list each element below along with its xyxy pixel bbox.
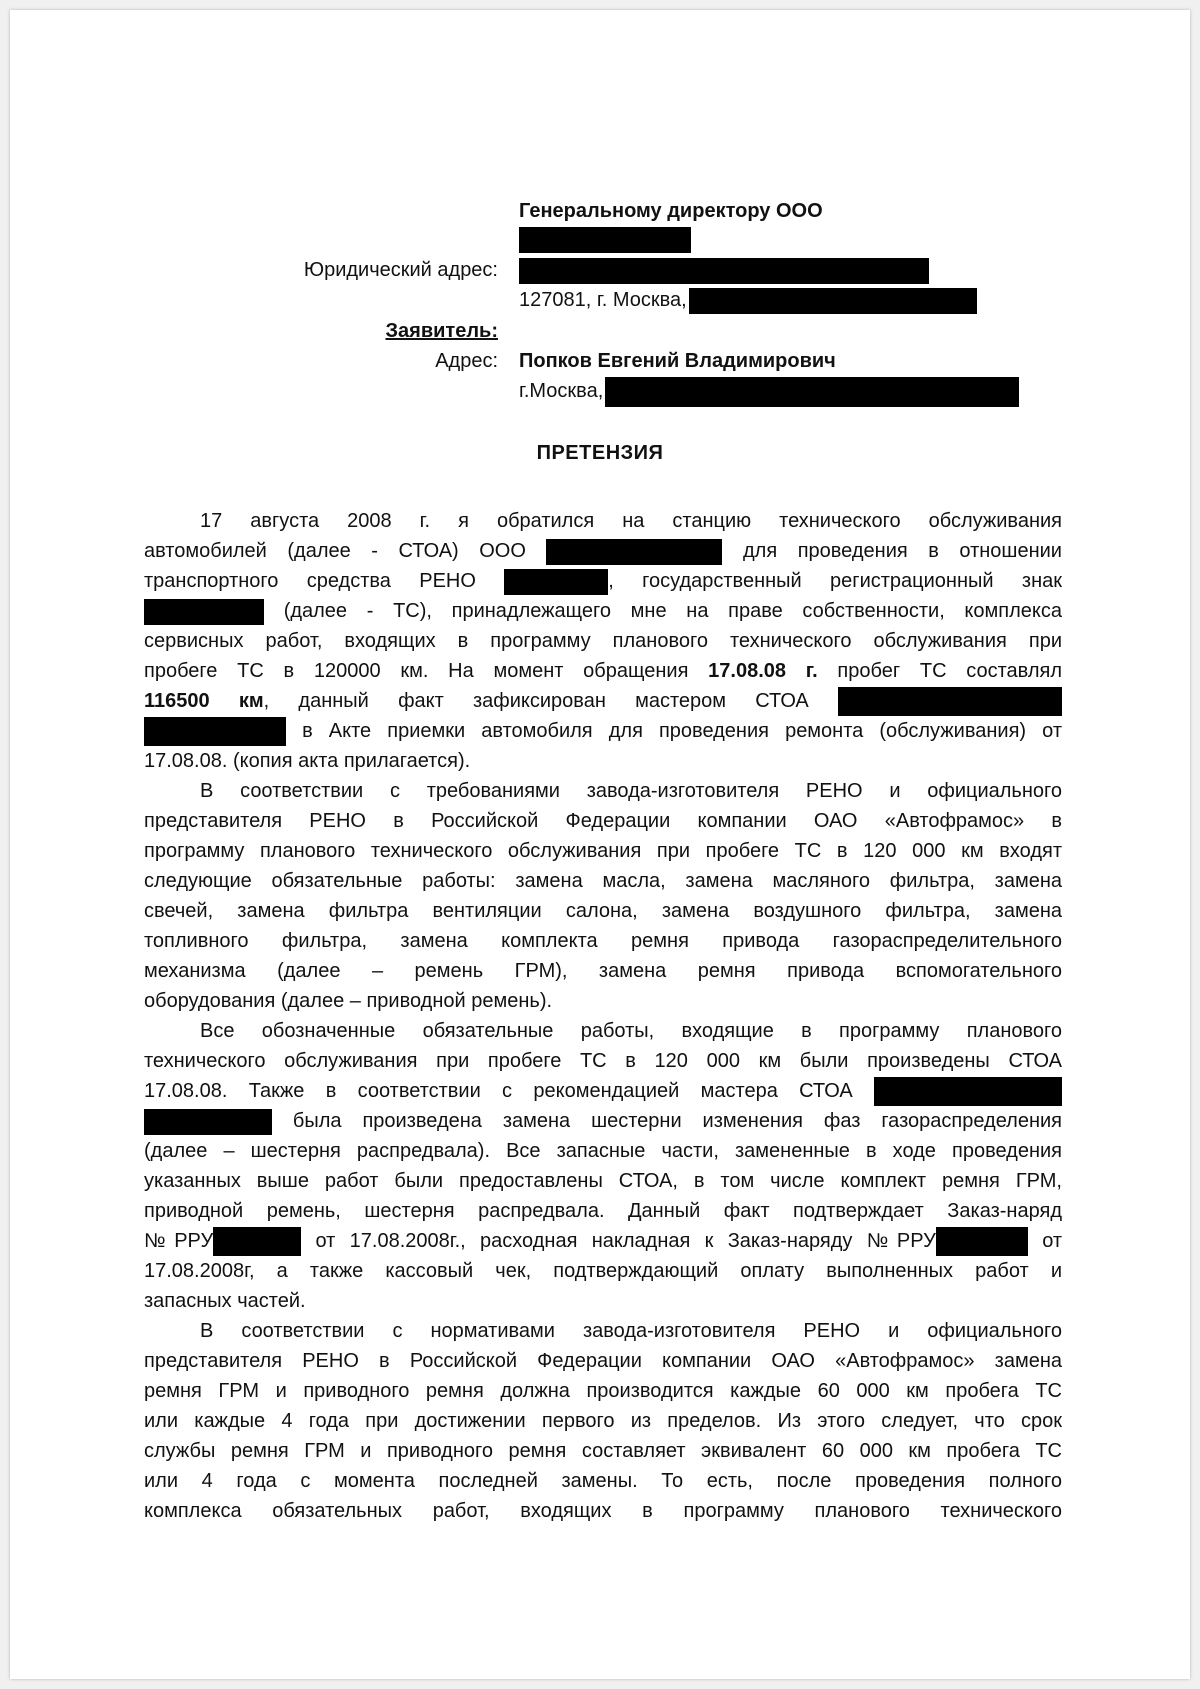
redacted-company-name: [519, 227, 691, 253]
body-line: свечей, замена фильтра вентиляции салона, замена воздушного фильтра, замена: [144, 900, 1062, 922]
recipient-name-row: [10, 224, 1190, 254]
redacted-stoa-name: [546, 539, 722, 565]
redacted-order-number-1: [213, 1227, 301, 1256]
body-line: была произведена замена шестерни изменения фаз газораспределения: [144, 1106, 1062, 1136]
body-line: оборудования (далее – приводной ремень).: [144, 990, 553, 1012]
applicant-address: г.Москва,: [519, 380, 604, 402]
body-line: 17 августа 2008 г. я обратился на станцию технического обслуживания: [200, 510, 1062, 532]
body-line: службы ремня ГРМ и приводного ремня составляет эквивалент 60 000 км пробега ТС: [144, 1440, 1062, 1462]
address-row: [10, 346, 1190, 376]
redacted-master-name-4: [144, 1109, 272, 1135]
body-line: комплекса обязательных работ, входящих в программу планового технического: [144, 1500, 1062, 1522]
body-line: автомобилей (далее - СТОА) ООО для проведения в отношении: [144, 536, 1062, 566]
body-line: пробеге ТС в 120000 км. На момент обращения 17.08.08 г. пробег ТС составлял: [144, 660, 1062, 682]
body-line: или каждые 4 года при достижении первого из пределов. Из этого следует, что срок: [144, 1410, 1062, 1432]
body-line: В соответствии с нормативами завода-изготовителя РЕНО и официального: [200, 1320, 1062, 1342]
body-line: ремня ГРМ и приводного ремня должна производится каждые 60 000 км пробега ТС: [144, 1380, 1062, 1402]
recipient-title: Генеральному директору ООО: [519, 200, 823, 222]
applicant-address-row: [10, 376, 1190, 406]
body-line: 17.08.08. Также в соответствии с рекомендацией мастера СТОА: [144, 1076, 1062, 1106]
body-line: технического обслуживания при пробеге ТС в 120 000 км были произведены СТОА: [144, 1050, 1062, 1072]
redacted-vehicle-model: [504, 569, 608, 595]
applicant-row: [10, 316, 1190, 346]
applicant-name: Попков Евгений Владимирович: [519, 350, 836, 372]
body-line: в Акте приемки автомобиля для проведения ремонта (обслуживания) от: [144, 716, 1062, 746]
body-line: приводной ремень, шестерня распредвала. Данный факт подтверждает Заказ-наряд: [144, 1200, 1062, 1222]
redacted-legal-address-2: [689, 288, 977, 314]
body-line: (далее – шестерня распредвала). Все запасные части, замененные в ходе проведения: [144, 1140, 1062, 1162]
legal-address-value: 127081, г. Москва,: [519, 289, 687, 311]
body-line: транспортного средства РЕНО , государственный регистрационный знак: [144, 566, 1062, 596]
redacted-master-name-2: [144, 717, 286, 746]
body-line: сервисных работ, входящих в программу планового технического обслуживания при: [144, 630, 1062, 652]
redacted-master-name-3: [874, 1077, 1062, 1106]
redacted-plate-number: [144, 599, 264, 625]
recipient-line: [10, 196, 1190, 226]
legal-address-row: [10, 255, 1190, 285]
body-line: 17.08.08. (копия акта прилагается).: [144, 750, 471, 772]
body-line: №РРУ от 17.08.2008г., расходная накладная к Заказ-наряду №РРУ от: [144, 1226, 1062, 1256]
body-line: Все обозначенные обязательные работы, входящие в программу планового: [200, 1020, 1062, 1042]
body-line: (далее - ТС), принадлежащего мне на праве собственности, комплекса: [144, 596, 1062, 626]
body-line: представителя РЕНО в Российской Федерации компании ОАО «Автофрамос» замена: [144, 1350, 1062, 1372]
document-body: [144, 506, 1062, 1526]
body-line: 17.08.2008г, а также кассовый чек, подтверждающий оплату выполненных работ и: [144, 1260, 1062, 1282]
body-line: В соответствии с требованиями завода-изготовителя РЕНО и официального: [200, 780, 1062, 802]
body-line: указанных выше работ были предоставлены СТОА, в том числе комплект ремня ГРМ,: [144, 1170, 1062, 1192]
body-line: топливного фильтра, замена комплекта ремня привода газораспределительного: [144, 930, 1062, 952]
applicant-label: Заявитель:: [385, 320, 498, 342]
body-line: программу планового технического обслуживания при пробеге ТС в 120 000 км входят: [144, 840, 1062, 862]
body-line: представителя РЕНО в Российской Федерации компании ОАО «Автофрамос» в: [144, 810, 1062, 832]
body-line: следующие обязательные работы: замена масла, замена масляного фильтра, замена: [144, 870, 1062, 892]
legal-address-row-2: [10, 285, 1190, 315]
body-line: запасных частей.: [144, 1290, 306, 1312]
body-line: механизма (далее – ремень ГРМ), замена ремня привода вспомогательного: [144, 960, 1062, 982]
document-page: [10, 10, 1190, 1679]
redacted-legal-address-1: [519, 258, 929, 284]
legal-address-label: Юридический адрес:: [303, 259, 498, 281]
body-line: 116500 км, данный факт зафиксирован мастером СТОА: [144, 686, 1062, 716]
redacted-order-number-2: [936, 1227, 1028, 1256]
redacted-master-name-1: [838, 687, 1062, 716]
address-label: Адрес:: [435, 350, 498, 372]
body-line: или 4 года с момента последней замены. То есть, после проведения полного: [144, 1470, 1062, 1492]
document-title: ПРЕТЕНЗИЯ: [536, 442, 664, 464]
redacted-applicant-address: [605, 377, 1019, 407]
